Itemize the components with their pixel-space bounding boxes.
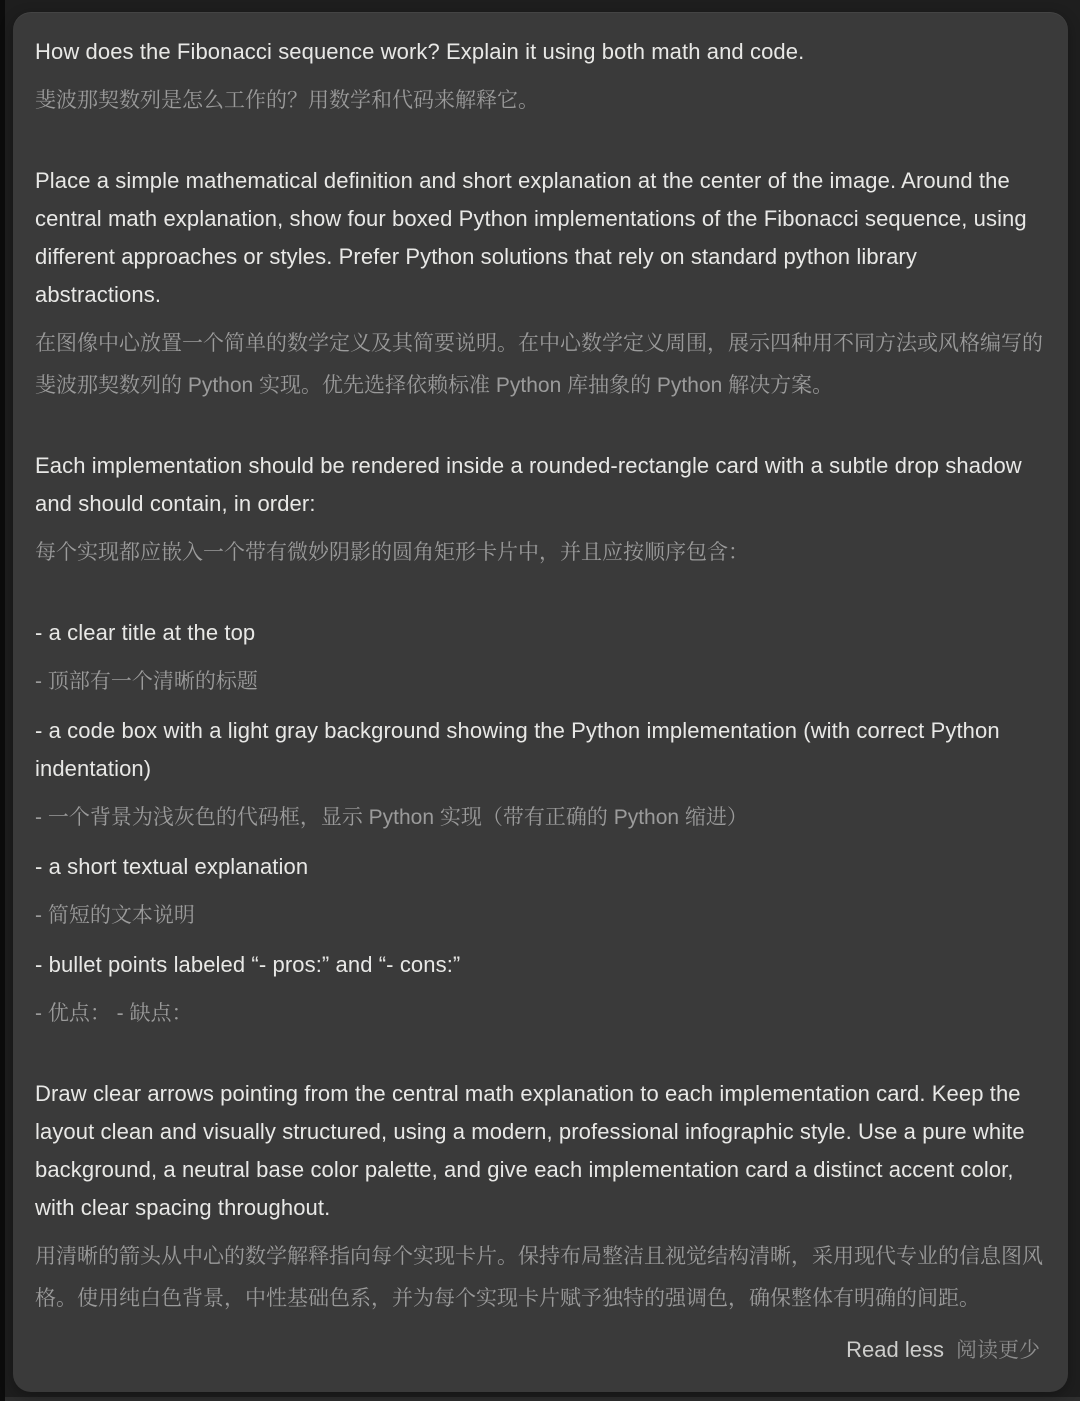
read-less-label-en: Read less bbox=[846, 1337, 944, 1362]
paragraph-en: Draw clear arrows pointing from the central math explanation to each implementation card. Keep the layout clean and visually structured, using a modern, professional infographic style. Use a pure white background, a neutral base color palette, and give each implementation card a distinct accent color, with clear spacing throughout. bbox=[35, 1081, 1025, 1220]
paragraph-en: - bullet points labeled “- pros:” and “- cons:” bbox=[35, 952, 461, 977]
paragraph-zh: 每个实现都应嵌入一个带有微妙阴影的圆角矩形卡片中，并且应按顺序包含： bbox=[35, 541, 749, 564]
paragraph-zh: 斐波那契数列是怎么工作的？用数学和代码来解释它。 bbox=[35, 89, 539, 112]
paragraph-en: How does the Fibonacci sequence work? Explain it using both math and code. bbox=[35, 39, 805, 64]
paragraph-zh: - 顶部有一个清晰的标题 bbox=[35, 670, 258, 693]
paragraph-spacer bbox=[35, 1044, 1044, 1075]
message-body bbox=[35, 33, 1044, 1329]
read-less-button[interactable] bbox=[35, 1329, 1044, 1368]
paragraph-en: - a code box with a light gray background showing the Python implementation (with correct Python indentation) bbox=[35, 718, 1000, 781]
read-less-label-zh: 阅读更少 bbox=[956, 1339, 1040, 1362]
paragraph-en: Each implementation should be rendered inside a rounded-rectangle card with a subtle drop shadow and should contain, in order: bbox=[35, 453, 1022, 516]
paragraph-zh: 用清晰的箭头从中心的数学解释指向每个实现卡片。保持布局整洁且视觉结构清晰，采用现代专业的信息图风格。使用纯白色背景，中性基础色系，并为每个实现卡片赋予独特的强调色，确保整体有明确的间距。 bbox=[35, 1245, 1043, 1310]
paragraph-en: - a clear title at the top bbox=[35, 620, 256, 645]
user-message-card bbox=[13, 12, 1068, 1392]
paragraph-en: - a short textual explanation bbox=[35, 854, 309, 879]
paragraph-spacer bbox=[35, 583, 1044, 614]
paragraph-zh: - 优点： - 缺点： bbox=[35, 1002, 193, 1025]
paragraph-zh: - 简短的文本说明 bbox=[35, 904, 195, 927]
paragraph-spacer bbox=[35, 416, 1044, 447]
next-element-edge bbox=[5, 1397, 1080, 1401]
paragraph-zh: - 一个背景为浅灰色的代码框，显示 Python 实现（带有正确的 Python 缩进） bbox=[35, 806, 748, 829]
paragraph-spacer bbox=[35, 131, 1044, 162]
window-left-edge bbox=[0, 0, 5, 1401]
paragraph-en: Place a simple mathematical definition and short explanation at the center of the image. Around the central math explanation, show four boxed Python implementations of the Fibonacci sequence, using different approaches or styles. Prefer Python solutions that rely on standard python library abstractions. bbox=[35, 168, 1027, 307]
paragraph-zh: 在图像中心放置一个简单的数学定义及其简要说明。在中心数学定义周围，展示四种用不同方法或风格编写的斐波那契数列的 Python 实现。优先选择依赖标准 Python 库抽象的 Python 解决方案。 bbox=[35, 332, 1043, 397]
